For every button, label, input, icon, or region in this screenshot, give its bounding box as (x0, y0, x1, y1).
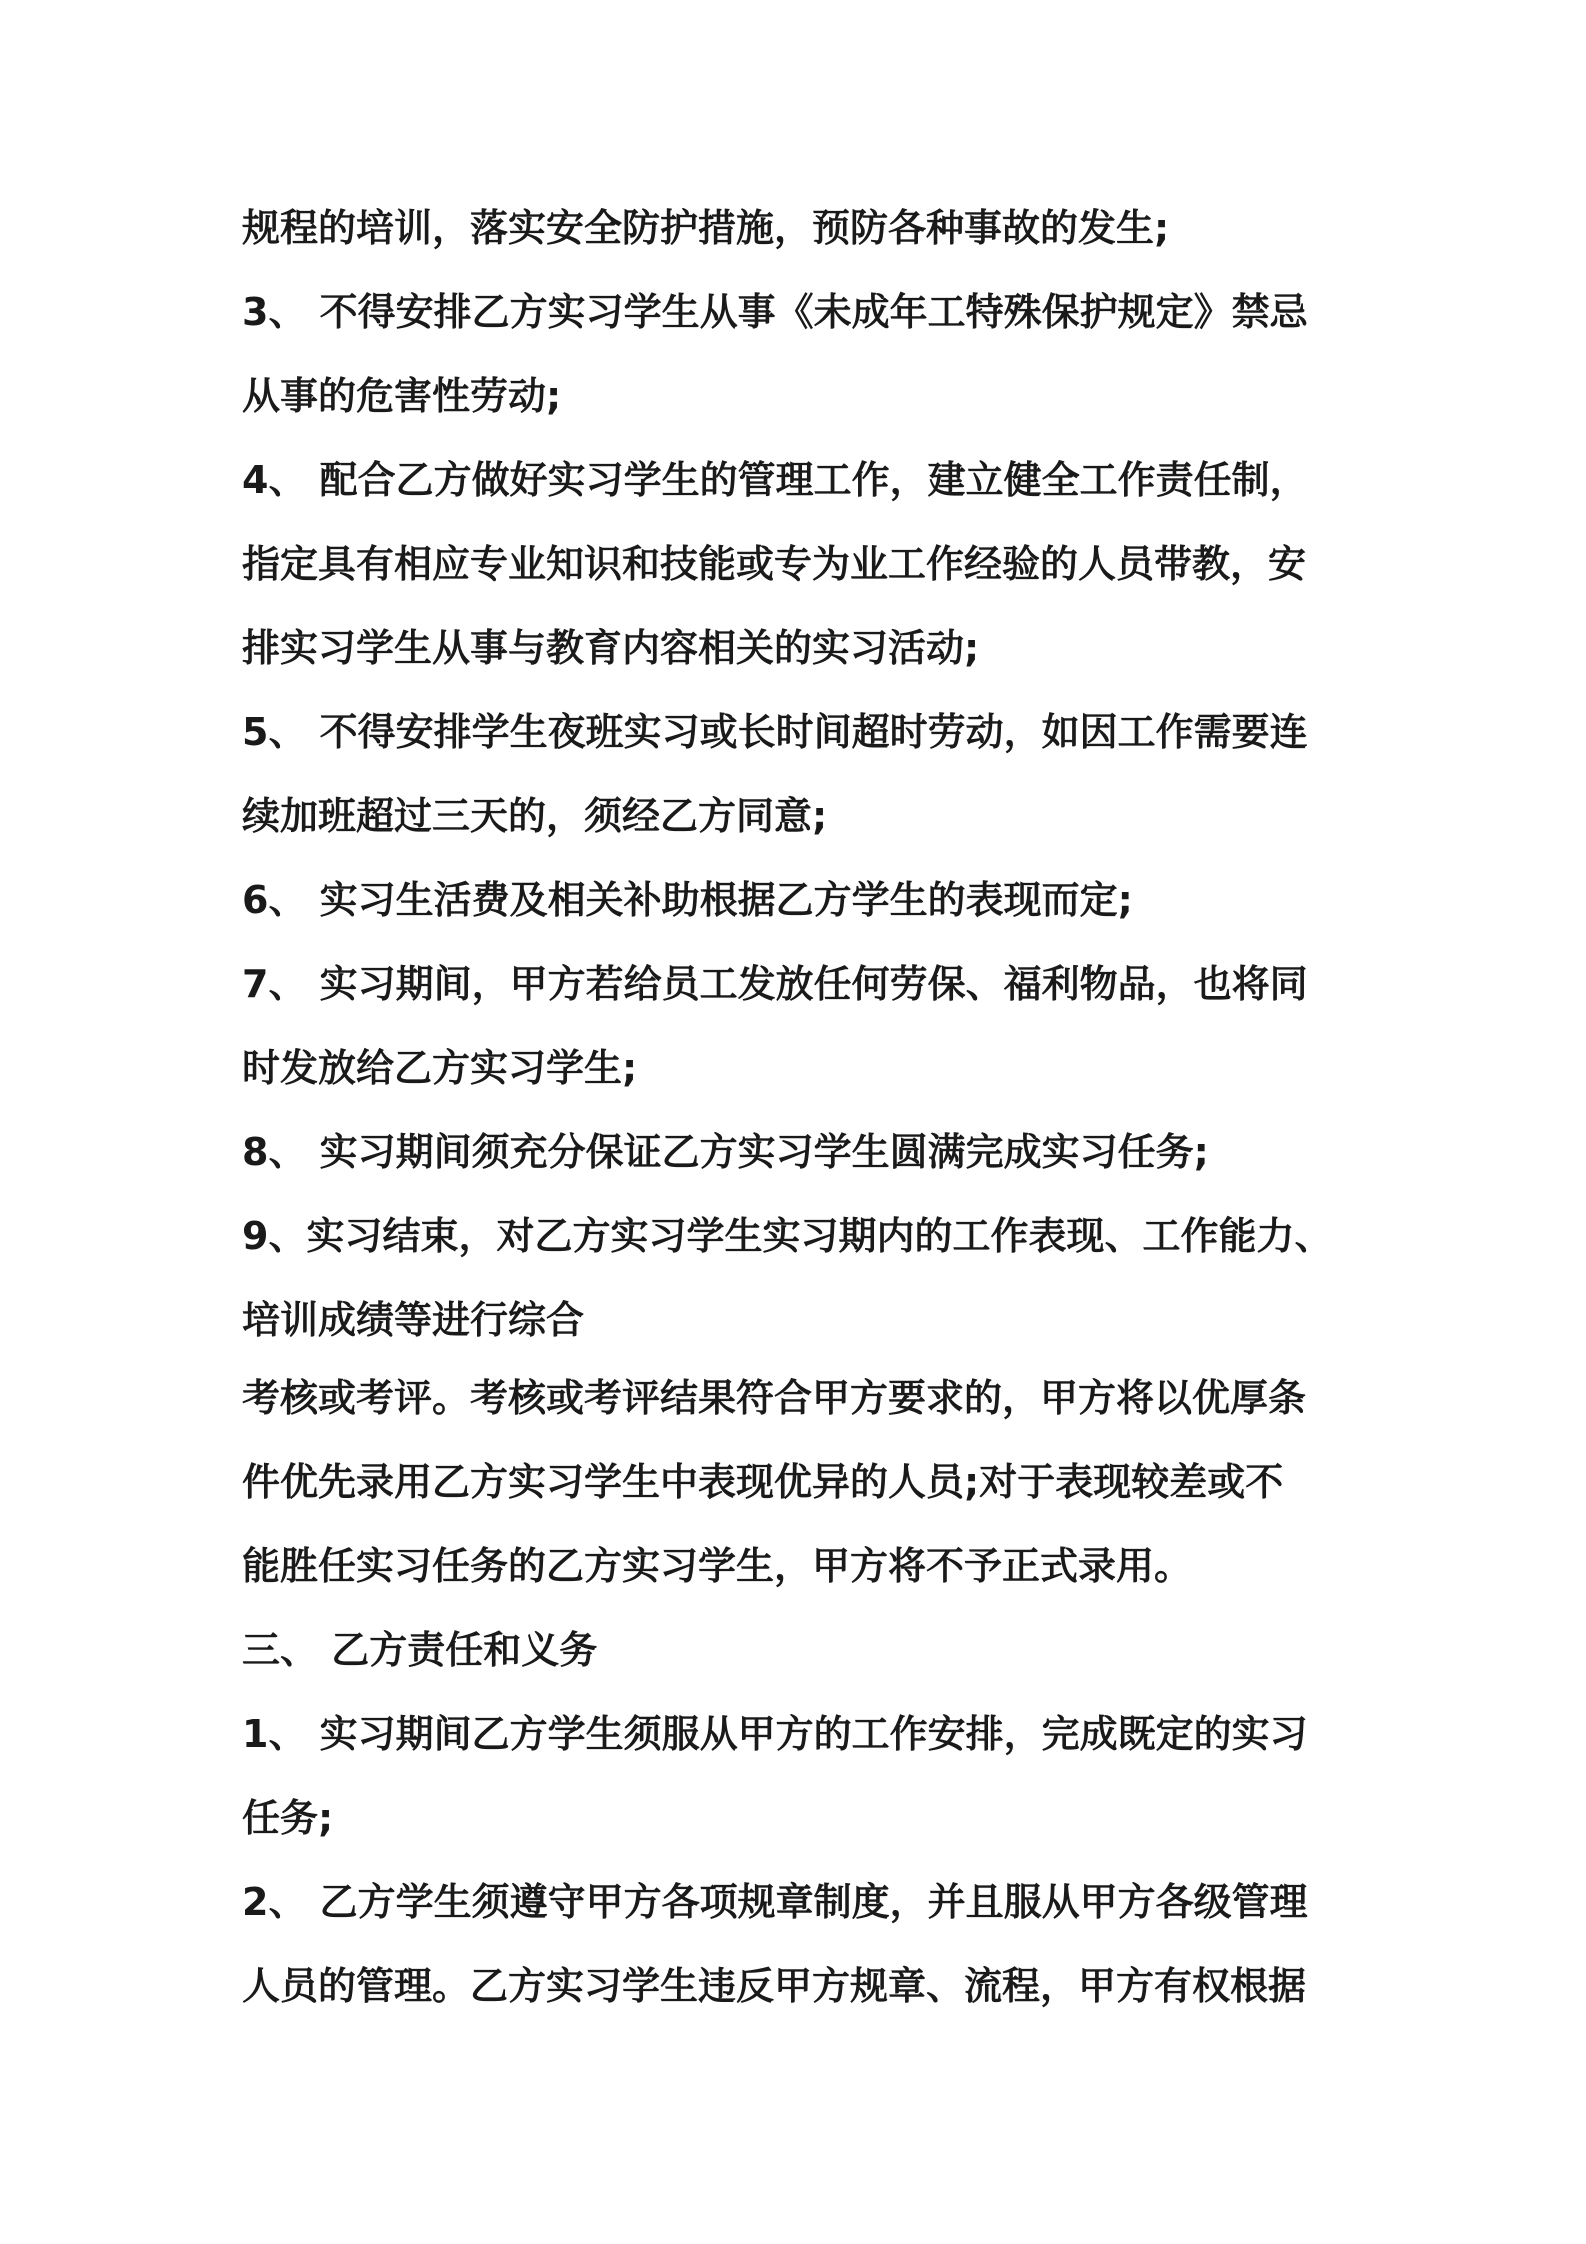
text-line: 能胜任实习任务的乙方实习学生，甲方将不予正式录用。 (242, 1544, 1193, 1588)
text-line: 5、 不得安排学生夜班实习或长时间超时劳动，如因工作需要连 (242, 710, 1308, 754)
text-line: 任务; (242, 1796, 334, 1840)
text-line: 1、 实习期间乙方学生须服从甲方的工作安排，完成既定的实习 (242, 1712, 1308, 1756)
text-line: 规程的培训，落实安全防护措施，预防各种事故的发生; (242, 206, 1170, 250)
text-line: 2、 乙方学生须遵守甲方各项规章制度，并且服从甲方各级管理 (242, 1880, 1308, 1924)
text-line: 3、 不得安排乙方实习学生从事《未成年工特殊保护规定》禁忌 (242, 290, 1308, 334)
text-line: 从事的危害性劳动; (242, 374, 562, 418)
text-line: 4、 配合乙方做好实习学生的管理工作，建立健全工作责任制， (242, 458, 1308, 502)
text-line: 9、实习结束，对乙方实习学生实习期内的工作表现、工作能力、 (242, 1214, 1333, 1258)
text-line: 人员的管理。乙方实习学生违反甲方规章、流程，甲方有权根据 (242, 1964, 1307, 2008)
text-line: 培训成绩等进行综合 (242, 1298, 585, 1342)
text-line: 6、 实习生活费及相关补助根据乙方学生的表现而定; (242, 878, 1133, 922)
text-line: 排实习学生从事与教育内容相关的实习活动; (242, 626, 980, 670)
text-line: 考核或考评。考核或考评结果符合甲方要求的，甲方将以优厚条 (242, 1376, 1307, 1420)
text-line: 续加班超过三天的，须经乙方同意; (242, 794, 828, 838)
text-line: 指定具有相应专业知识和技能或专为业工作经验的人员带教，安 (242, 542, 1307, 586)
text-line: 7、 实习期间，甲方若给员工发放任何劳保、福利物品，也将同 (242, 962, 1308, 1006)
section-heading: 三、 乙方责任和义务 (242, 1628, 598, 1672)
text-line: 时发放给乙方实习学生; (242, 1046, 638, 1090)
text-line: 8、 实习期间须充分保证乙方实习学生圆满完成实习任务; (242, 1130, 1209, 1174)
text-line: 件优先录用乙方实习学生中表现优异的人员;对于表现较差或不 (242, 1460, 1284, 1504)
